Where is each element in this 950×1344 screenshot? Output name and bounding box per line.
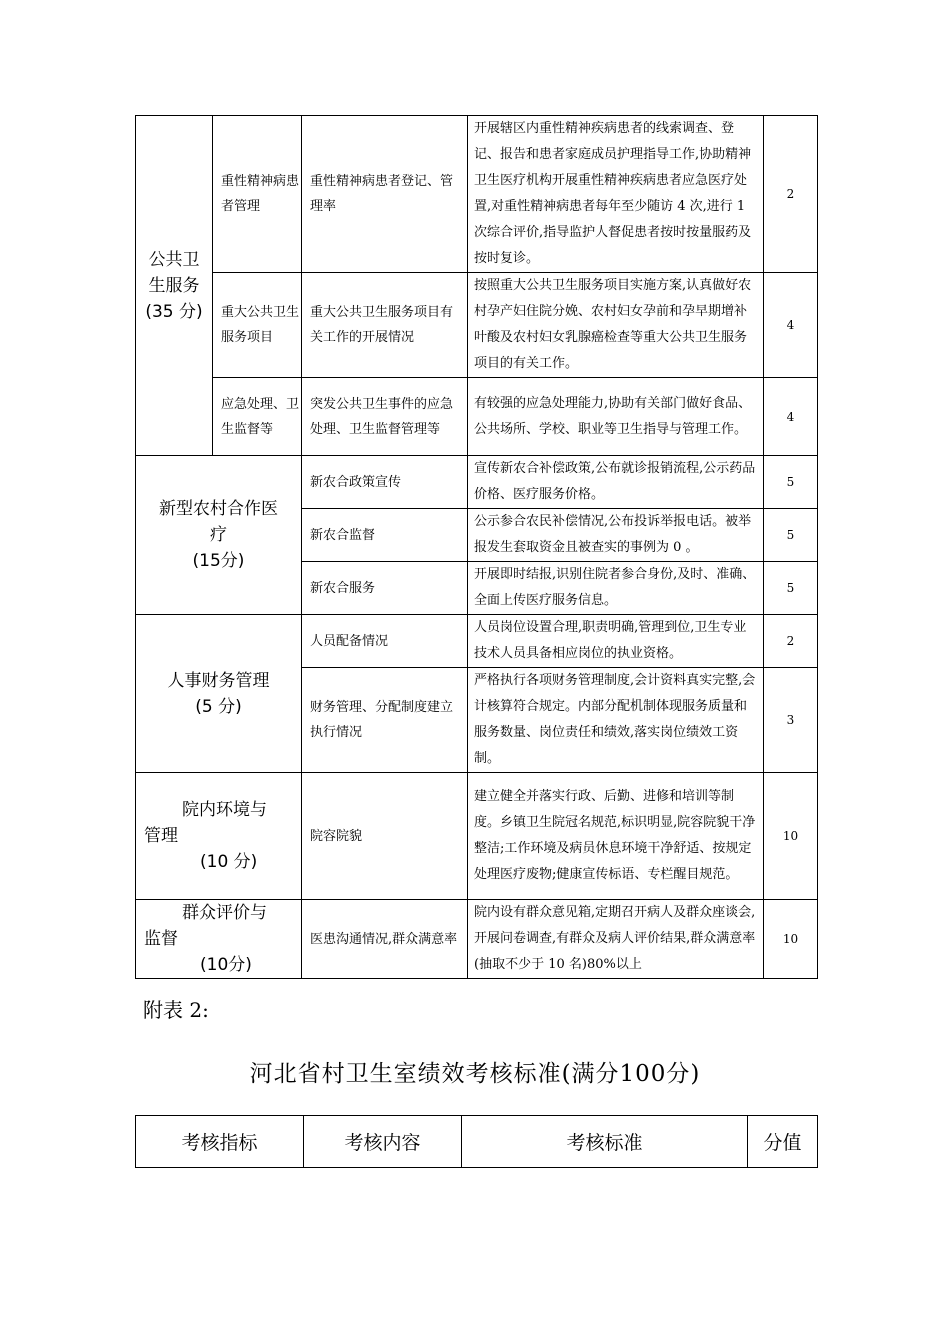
standard-cell: 按照重大公共卫生服务项目实施方案,认真做好农村孕产妇住院分娩、农村妇女孕前和孕早期增补叶酸及农村妇女乳腺癌检查等重大公共卫生服务项目的有关工作。 xyxy=(468,273,764,378)
standard-cell: 公示参合农民补偿情况,公布投诉举报电话。被举报发生套取资金且被查实的事例为 0 。 xyxy=(468,509,764,562)
sub-indicator-cell: 重大公共卫生服务项目 xyxy=(213,273,302,378)
content-cell: 重大公共卫生服务项目有关工作的开展情况 xyxy=(302,273,468,378)
appendix-label: 附表 2: xyxy=(143,998,209,1022)
category-cell: 新型农村合作医 疗 (15分) xyxy=(136,456,302,615)
content-cell: 新农合服务 xyxy=(302,562,468,615)
header-indicator: 考核指标 xyxy=(136,1116,304,1168)
score-cell: 10 xyxy=(764,900,818,979)
standard-cell: 有较强的应急处理能力,协助有关部门做好食品、公共场所、学校、职业等卫生指导与管理工作。 xyxy=(468,378,764,456)
header-score: 分值 xyxy=(748,1116,818,1168)
assessment-table xyxy=(135,115,818,979)
village-clinic-table-header xyxy=(135,1115,818,1168)
content-cell: 突发公共卫生事件的应急处理、卫生监督管理等 xyxy=(302,378,468,456)
header-content: 考核内容 xyxy=(304,1116,462,1168)
sub-indicator-cell: 应急处理、卫生监督等 xyxy=(213,378,302,456)
score-cell: 2 xyxy=(764,116,818,273)
standard-cell: 严格执行各项财务管理制度,会计资料真实完整,会计核算符合规定。内部分配机制体现服务质量和服务数量、岗位责任和绩效,落实岗位绩效工资制。 xyxy=(468,668,764,773)
content-cell: 新农合政策宣传 xyxy=(302,456,468,509)
category-cell: 公共卫 生服务 (35 分) xyxy=(136,116,213,456)
score-cell: 4 xyxy=(764,378,818,456)
content-cell: 财务管理、分配制度建立执行情况 xyxy=(302,668,468,773)
standard-cell: 开展辖区内重性精神疾病患者的线索调查、登记、报告和患者家庭成员护理指导工作,协助精神卫生医疗机构开展重性精神疾病患者应急医疗处置,对重性精神病患者每年至少随访 4 次,进行 1 次综合评价,指导监护人督促患者按时按量服药及按时复诊。 xyxy=(468,116,764,273)
category-cell: 院内环境与 管理 (10 分) xyxy=(136,773,302,900)
document-title: 河北省村卫生室绩效考核标准(满分100分) xyxy=(249,1061,701,1087)
category-cell: 人事财务管理 (5 分) xyxy=(136,615,302,773)
category-cell: 群众评价与 监督 (10分) xyxy=(136,900,302,979)
standard-cell: 人员岗位设置合理,职责明确,管理到位,卫生专业技术人员具备相应岗位的执业资格。 xyxy=(468,615,764,668)
score-cell: 3 xyxy=(764,668,818,773)
content-cell: 重性精神病患者登记、管理率 xyxy=(302,116,468,273)
standard-cell: 院内设有群众意见箱,定期召开病人及群众座谈会,开展问卷调查,有群众及病人评价结果,群众满意率(抽取不少于 10 名)80%以上 xyxy=(468,900,764,979)
score-cell: 5 xyxy=(764,562,818,615)
standard-cell: 建立健全并落实行政、后勤、进修和培训等制度。乡镇卫生院冠名规范,标识明显,院容院貌干净整洁;工作环境及病员休息环境干净舒适、按规定处理医疗废物;健康宣传标语、专栏醒目规范。 xyxy=(468,773,764,900)
content-cell: 医患沟通情况,群众满意率 xyxy=(302,900,468,979)
score-cell: 5 xyxy=(764,456,818,509)
content-cell: 新农合监督 xyxy=(302,509,468,562)
header-standard: 考核标准 xyxy=(462,1116,748,1168)
score-cell: 5 xyxy=(764,509,818,562)
standard-cell: 宣传新农合补偿政策,公布就诊报销流程,公示药品价格、医疗服务价格。 xyxy=(468,456,764,509)
content-cell: 院容院貌 xyxy=(302,773,468,900)
sub-indicator-cell: 重性精神病患者管理 xyxy=(213,116,302,273)
standard-cell: 开展即时结报,识别住院者参合身份,及时、准确、全面上传医疗服务信息。 xyxy=(468,562,764,615)
score-cell: 10 xyxy=(764,773,818,900)
content-cell: 人员配备情况 xyxy=(302,615,468,668)
score-cell: 2 xyxy=(764,615,818,668)
score-cell: 4 xyxy=(764,273,818,378)
